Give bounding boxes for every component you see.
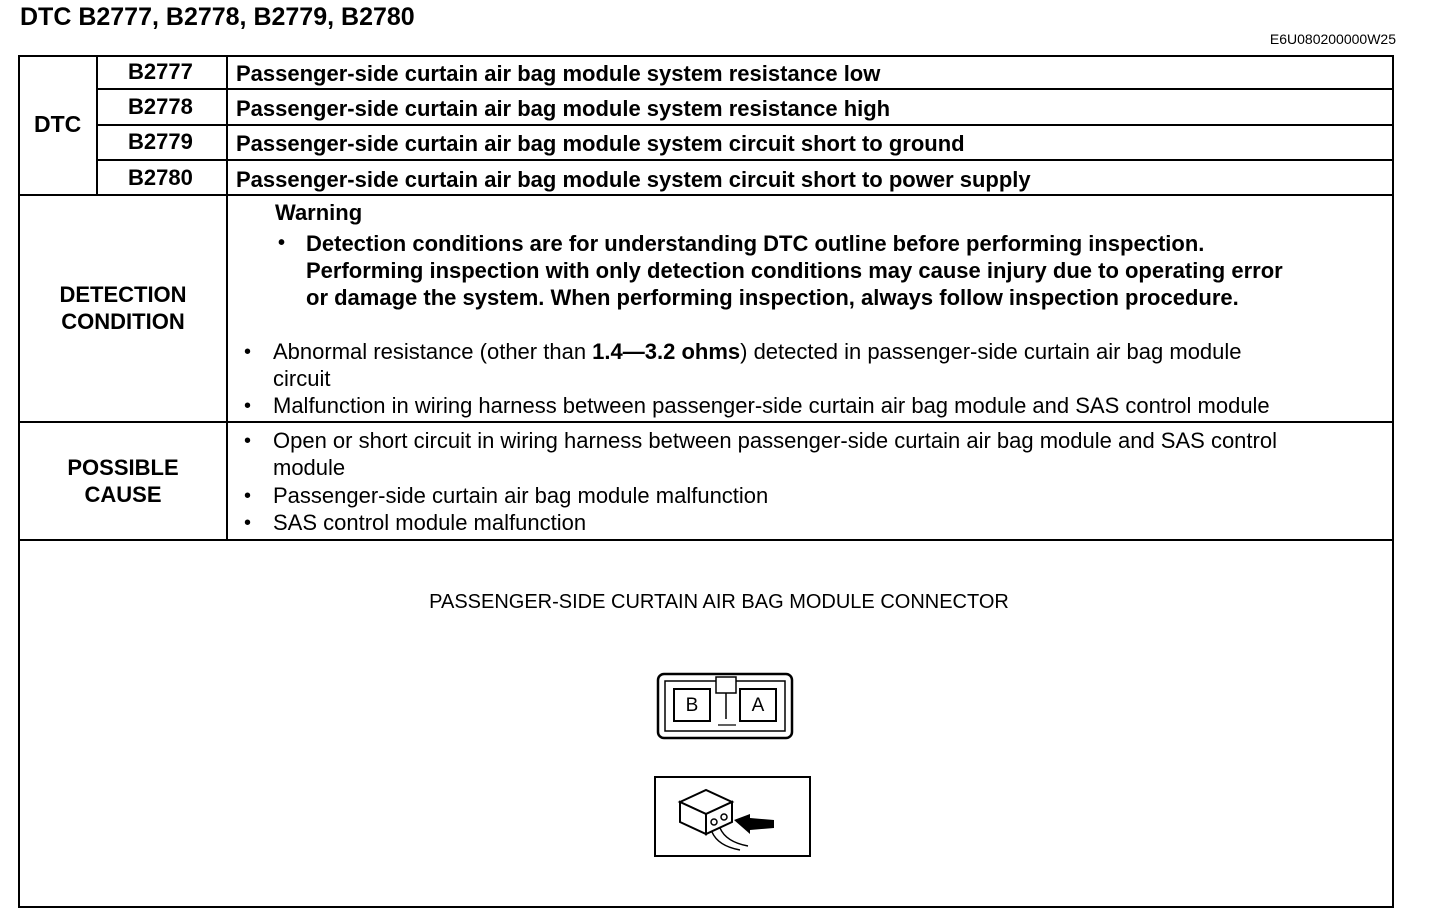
cause-item: Passenger-side curtain air bag module malfunction bbox=[273, 483, 769, 508]
row-divider bbox=[18, 539, 1394, 541]
row-divider bbox=[98, 88, 1394, 90]
dtc-code: B2780 bbox=[128, 165, 193, 190]
page-title: DTC B2777, B2778, B2779, B2780 bbox=[20, 3, 415, 31]
dtc-code: B2779 bbox=[128, 129, 193, 154]
warning-title: Warning bbox=[275, 200, 363, 225]
harness-side-view-icon bbox=[654, 776, 812, 858]
dtc-description: Passenger-side curtain air bag module system circuit short to ground bbox=[236, 131, 965, 156]
warning-line: Detection conditions are for understanding DTC outline before performing inspection. bbox=[306, 231, 1205, 256]
warning-line: or damage the system. When performing inspection, always follow inspection procedure. bbox=[306, 285, 1239, 310]
pin-b-label: B bbox=[685, 695, 699, 716]
column-divider bbox=[226, 55, 228, 541]
dtc-description: Passenger-side curtain air bag module system circuit short to power supply bbox=[236, 167, 1031, 192]
cause-item: SAS control module malfunction bbox=[273, 510, 587, 535]
detection-label-line2: CONDITION bbox=[61, 309, 185, 334]
cause-label-line1: POSSIBLE bbox=[67, 455, 179, 480]
dtc-description: Passenger-side curtain air bag module system resistance low bbox=[236, 61, 881, 86]
bullet-icon: • bbox=[244, 341, 252, 363]
bullet-icon: • bbox=[244, 430, 252, 452]
detection-item-text: ) detected in passenger-side curtain air bag module bbox=[740, 339, 1242, 364]
document-code: E6U080200000W25 bbox=[1269, 31, 1396, 47]
cause-item-continuation: module bbox=[273, 455, 346, 480]
resistance-range: 1.4—3.2 ohms bbox=[592, 339, 741, 364]
detection-item: Malfunction in wiring harness between passenger-side curtain air bag module and SAS control module bbox=[273, 393, 1270, 418]
column-divider bbox=[96, 55, 98, 196]
dtc-label: DTC bbox=[34, 111, 82, 137]
warning-line: Performing inspection with only detection conditions may cause injury due to operating error bbox=[306, 258, 1283, 283]
dtc-description: Passenger-side curtain air bag module system resistance high bbox=[236, 96, 891, 121]
row-divider bbox=[98, 159, 1394, 161]
connector-caption: PASSENGER-SIDE CURTAIN AIR BAG MODULE CONNECTOR bbox=[429, 591, 1009, 613]
pin-a-label: A bbox=[751, 695, 765, 716]
row-divider bbox=[18, 194, 1394, 196]
cause-item: Open or short circuit in wiring harness between passenger-side curtain air bag module and SAS control bbox=[273, 428, 1277, 453]
row-divider bbox=[98, 124, 1394, 126]
bullet-icon: • bbox=[278, 232, 286, 254]
dtc-code: B2777 bbox=[128, 59, 193, 84]
detection-item-text: Abnormal resistance (other than bbox=[273, 339, 593, 364]
row-divider bbox=[18, 421, 1394, 423]
bullet-icon: • bbox=[244, 512, 252, 534]
bullet-icon: • bbox=[244, 485, 252, 507]
detection-item bbox=[273, 339, 1242, 365]
detection-label-line1: DETECTION bbox=[59, 282, 187, 307]
cause-label-line2: CAUSE bbox=[84, 482, 162, 507]
possible-cause-label bbox=[20, 454, 226, 508]
dtc-code: B2778 bbox=[128, 94, 193, 119]
detection-condition-label bbox=[20, 281, 226, 335]
connector-face-icon bbox=[656, 671, 796, 741]
detection-item-continuation: circuit bbox=[273, 366, 331, 391]
bullet-icon: • bbox=[244, 395, 252, 417]
